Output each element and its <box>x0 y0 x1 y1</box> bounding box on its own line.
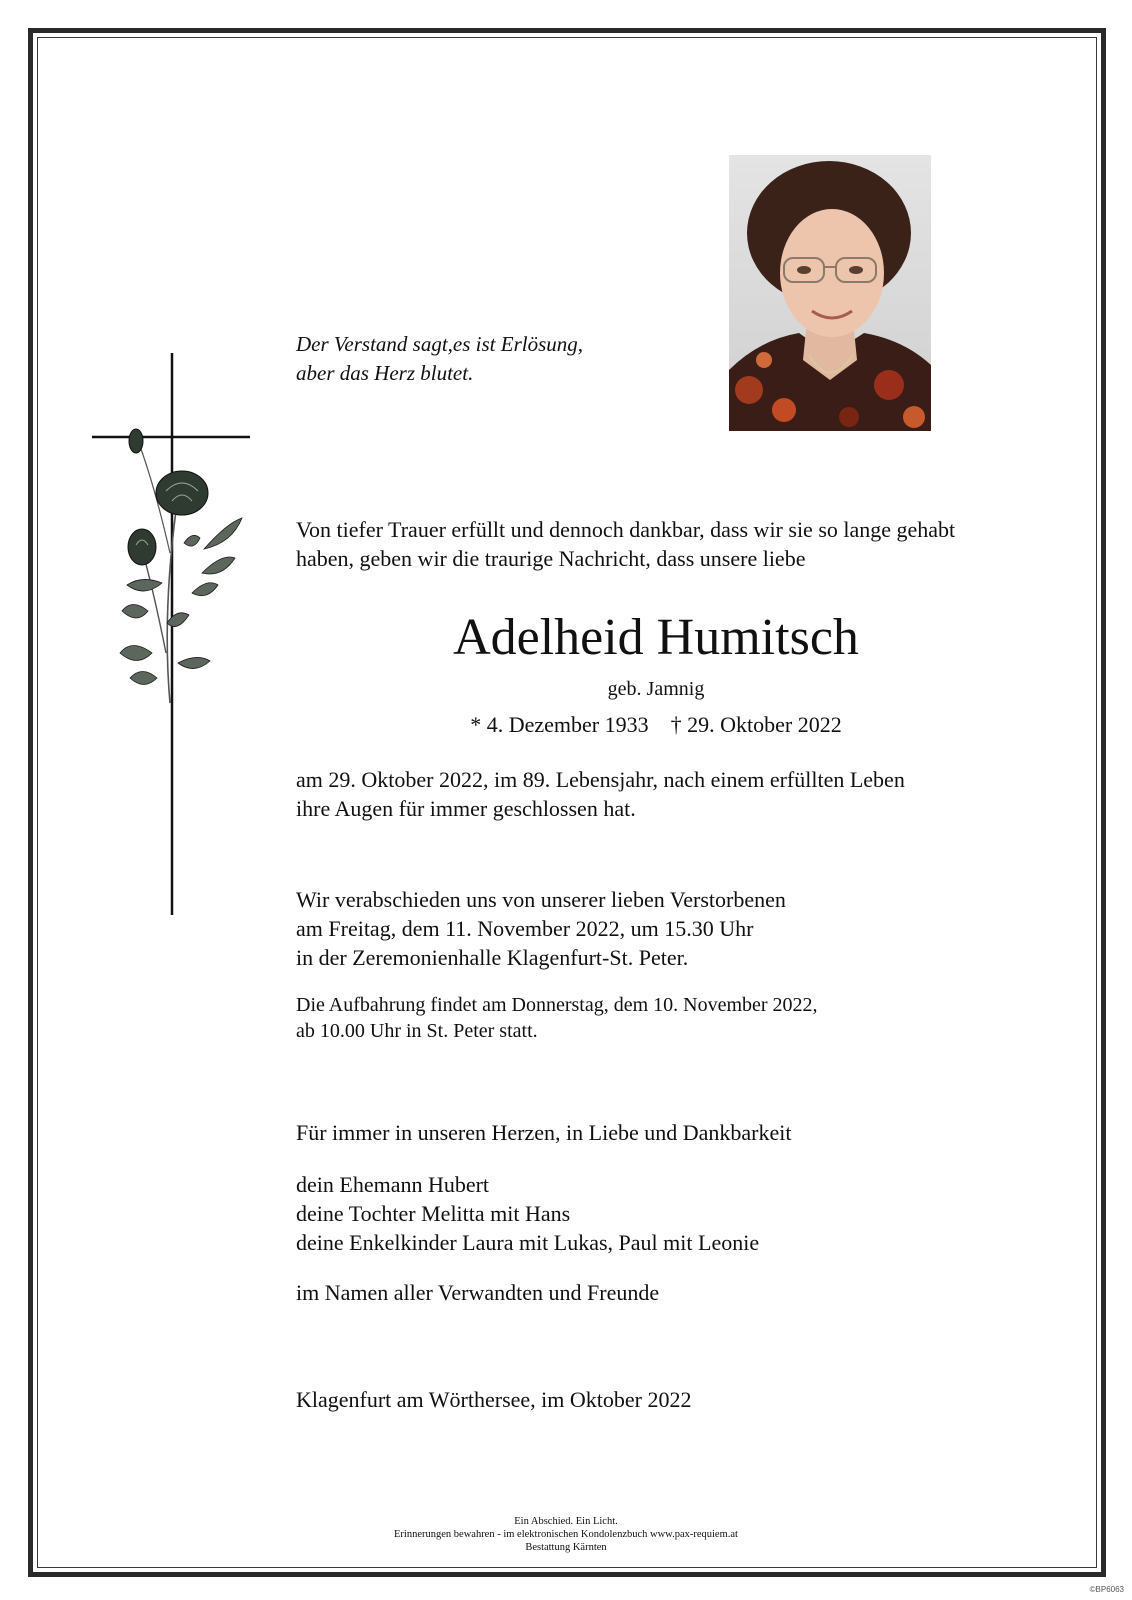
mourner-item: deine Enkelkinder Laura mit Lukas, Paul mit Leonie <box>296 1230 760 1255</box>
farewell-line-1: Wir verabschieden uns von unserer lieben Verstorbenen <box>296 887 786 912</box>
viewing-paragraph <box>296 992 818 1044</box>
life-dates: * 4. Dezember 1933 † 29. Oktober 2022 <box>470 712 842 737</box>
maiden-name: geb. Jamnig <box>607 678 705 700</box>
cross-with-rose-icon <box>92 353 252 915</box>
mourner-item: deine Tochter Melitta mit Hans <box>296 1201 571 1226</box>
footer <box>296 1515 836 1554</box>
mourner-item: dein Ehemann Hubert <box>296 1172 490 1197</box>
quote <box>296 330 583 388</box>
quote-line-2: aber das Herz blutet. <box>296 361 474 385</box>
footer-line-2: Erinnerungen bewahren - im elektronischen Kondolenzbuch www.pax-requiem.at <box>394 1529 738 1540</box>
farewell-line-2: am Freitag, dem 11. November 2022, um 15.30 Uhr <box>296 916 754 941</box>
viewing-line-2: ab 10.00 Uhr in St. Peter statt. <box>296 1020 538 1042</box>
footer-line-3: Bestattung Kärnten <box>525 1542 607 1553</box>
relatives-line: im Namen aller Verwandten und Freunde <box>296 1280 660 1305</box>
quote-line-1: Der Verstand sagt,es ist Erlösung, <box>296 332 584 356</box>
portrait-photo <box>729 155 931 431</box>
intro-line-2: haben, geben wir die traurige Nachricht, dass unsere liebe <box>296 546 806 571</box>
farewell-line-3: in der Zeremonienhalle Klagenfurt-St. Peter. <box>296 945 689 970</box>
intro-line-1: Von tiefer Trauer erfüllt und dennoch dankbar, dass wir sie so lange gehabt <box>296 517 956 542</box>
death-notice-line-1: am 29. Oktober 2022, im 89. Lebensjahr, nach einem erfüllten Leben <box>296 767 905 792</box>
footer-line-1: Ein Abschied. Ein Licht. <box>514 1516 618 1527</box>
mourners-list <box>296 1170 759 1257</box>
farewell-paragraph <box>296 885 786 972</box>
death-notice <box>296 765 905 823</box>
death-notice-line-2: ihre Augen für immer geschlossen hat. <box>296 796 636 821</box>
place-date: Klagenfurt am Wörthersee, im Oktober 2022 <box>296 1387 692 1412</box>
print-stamp: ©BP6063 <box>1089 1585 1124 1594</box>
viewing-line-1: Die Aufbahrung findet am Donnerstag, dem 10. November 2022, <box>296 994 818 1016</box>
closing-line: Für immer in unseren Herzen, in Liebe und Dankbarkeit <box>296 1120 792 1145</box>
intro-paragraph <box>296 515 955 573</box>
deceased-name: Adelheid Humitsch <box>453 609 859 666</box>
